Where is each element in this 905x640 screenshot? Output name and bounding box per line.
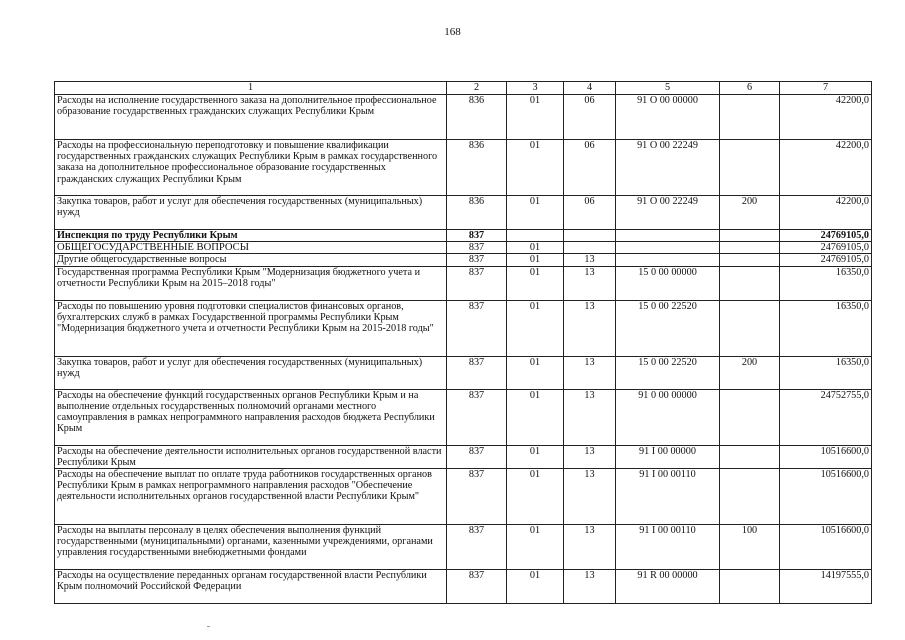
cell-chapter: 836 (447, 140, 507, 196)
table-row (55, 266, 872, 300)
cell-subsection: 06 (564, 140, 616, 196)
cell-section: 01 (507, 140, 564, 196)
table-row (55, 230, 872, 242)
cell-subsection (564, 230, 616, 242)
cell-section: 01 (507, 300, 564, 356)
cell-subsection: 13 (564, 389, 616, 445)
cell-target-article: 91 R 00 00000 (616, 570, 720, 604)
cell-name: Расходы на исполнение государственного заказа на дополнительное профессиональное образование государственных гражданских служащих Республики Крым (55, 95, 447, 140)
header-col-4: 4 (564, 82, 616, 95)
page-number: 168 (444, 26, 461, 38)
cell-chapter: 837 (447, 525, 507, 570)
cell-target-article: 91 I 00 00110 (616, 525, 720, 570)
cell-amount: 16350,0 (780, 266, 872, 300)
cell-target-article: 91 О 00 22249 (616, 196, 720, 230)
cell-expense-type (720, 95, 780, 140)
cell-expense-type: 200 (720, 196, 780, 230)
cell-chapter: 837 (447, 570, 507, 604)
cell-name: Расходы на осуществление переданных органам государственной власти Республики Крым полномочий Российской Федерации (55, 570, 447, 604)
cell-amount: 10516600,0 (780, 525, 872, 570)
cell-amount: 16350,0 (780, 300, 872, 356)
table-row (55, 570, 872, 604)
header-col-6: 6 (720, 82, 780, 95)
cell-amount: 16350,0 (780, 356, 872, 389)
cell-target-article (616, 242, 720, 254)
cell-section: 01 (507, 525, 564, 570)
table-row (55, 196, 872, 230)
cell-amount: 24769105,0 (780, 230, 872, 242)
cell-target-article: 15 0 00 22520 (616, 300, 720, 356)
cell-target-article (616, 230, 720, 242)
cell-section: 01 (507, 469, 564, 525)
table-body (55, 95, 872, 604)
cell-target-article: 15 0 00 22520 (616, 356, 720, 389)
cell-section: 01 (507, 266, 564, 300)
cell-subsection: 06 (564, 95, 616, 140)
cell-subsection: 06 (564, 196, 616, 230)
cell-section: 01 (507, 445, 564, 468)
cell-amount: 10516600,0 (780, 469, 872, 525)
table-row (55, 525, 872, 570)
header-col-5: 5 (616, 82, 720, 95)
table-row (55, 254, 872, 266)
budget-table (54, 81, 872, 604)
cell-name: Расходы на обеспечение выплат по оплате труда работников государственных органов Республики Крым в рамках непрограммного направления расходов "Обеспечение деятельности исполнительных органов государственной власти Республики Крым" (55, 469, 447, 525)
cell-target-article: 91 О 00 22249 (616, 140, 720, 196)
cell-subsection: 13 (564, 266, 616, 300)
cell-name: Расходы на выплаты персоналу в целях обеспечения выполнения функций государственными (муниципальными) органами, казенными учреждениями, органами управления государственными внебюджетными фондами (55, 525, 447, 570)
cell-amount: 42200,0 (780, 140, 872, 196)
cell-subsection: 13 (564, 445, 616, 468)
table-row (55, 389, 872, 445)
cell-name: Закупка товаров, работ и услуг для обеспечения государственных (муниципальных) нужд (55, 356, 447, 389)
cell-amount: 24769105,0 (780, 254, 872, 266)
cell-chapter: 837 (447, 242, 507, 254)
cell-expense-type: 200 (720, 356, 780, 389)
cell-name: Расходы на обеспечение функций государственных органов Республики Крым и на выполнение отдельных государственных полномочий органами местного самоуправления в рамках непрограммного направления расходов бюджета Республики Крым (55, 389, 447, 445)
cell-target-article (616, 254, 720, 266)
cell-chapter: 837 (447, 300, 507, 356)
cell-subsection: 13 (564, 525, 616, 570)
header-col-1: 1 (55, 82, 447, 95)
cell-expense-type (720, 389, 780, 445)
cell-chapter: 837 (447, 469, 507, 525)
cell-section: 01 (507, 254, 564, 266)
cell-chapter: 837 (447, 389, 507, 445)
cell-chapter: 837 (447, 254, 507, 266)
cell-amount: 24752755,0 (780, 389, 872, 445)
cell-chapter: 837 (447, 356, 507, 389)
cell-amount: 24769105,0 (780, 242, 872, 254)
header-col-2: 2 (447, 82, 507, 95)
table-row (55, 242, 872, 254)
cell-chapter: 837 (447, 230, 507, 242)
cell-section: 01 (507, 389, 564, 445)
cell-name: Другие общегосударственные вопросы (55, 254, 447, 266)
cell-name: Расходы по повышению уровня подготовки специалистов финансовых органов, бухгалтерских служб в рамках Государственной программы Республики Крым "Модернизация бюджетного учета и отчетности Республики Крым на 2015-2018 годы" (55, 300, 447, 356)
table-row (55, 356, 872, 389)
table-row (55, 300, 872, 356)
cell-section: 01 (507, 356, 564, 389)
cell-target-article: 91 I 00 00000 (616, 445, 720, 468)
cell-expense-type (720, 266, 780, 300)
cell-subsection: 13 (564, 300, 616, 356)
cell-subsection: 13 (564, 254, 616, 266)
cell-expense-type (720, 242, 780, 254)
table-row (55, 95, 872, 140)
cell-name: Государственная программа Республики Крым "Модернизация бюджетного учета и отчетности Республики Крым на 2015–2018 годы" (55, 266, 447, 300)
scan-artifact (207, 626, 210, 627)
cell-target-article: 15 0 00 00000 (616, 266, 720, 300)
cell-section (507, 230, 564, 242)
cell-name: Инспекция по труду Республики Крым (55, 230, 447, 242)
cell-name: Закупка товаров, работ и услуг для обеспечения государственных (муниципальных) нужд (55, 196, 447, 230)
cell-section: 01 (507, 95, 564, 140)
cell-section: 01 (507, 196, 564, 230)
cell-expense-type (720, 570, 780, 604)
cell-chapter: 837 (447, 445, 507, 468)
cell-amount: 14197555,0 (780, 570, 872, 604)
cell-target-article: 91 0 00 00000 (616, 389, 720, 445)
cell-section: 01 (507, 242, 564, 254)
cell-expense-type (720, 230, 780, 242)
cell-chapter: 836 (447, 95, 507, 140)
cell-name: Расходы на профессиональную переподготовку и повышение квалификации государственных гражданских служащих Республики Крым в рамках государственного заказа на дополнительное профессиональное образование государственных гражданских служащих Республики Крым (55, 140, 447, 196)
cell-subsection (564, 242, 616, 254)
cell-expense-type (720, 254, 780, 266)
cell-amount: 42200,0 (780, 95, 872, 140)
cell-section: 01 (507, 570, 564, 604)
cell-expense-type (720, 469, 780, 525)
cell-amount: 42200,0 (780, 196, 872, 230)
cell-amount: 10516600,0 (780, 445, 872, 468)
table-row (55, 445, 872, 468)
cell-expense-type (720, 300, 780, 356)
cell-name: Расходы на обеспечение деятельности исполнительных органов государственной власти Республики Крым (55, 445, 447, 468)
table-row (55, 140, 872, 196)
cell-name: ОБЩЕГОСУДАРСТВЕННЫЕ ВОПРОСЫ (55, 242, 447, 254)
cell-subsection: 13 (564, 570, 616, 604)
cell-subsection: 13 (564, 356, 616, 389)
cell-chapter: 836 (447, 196, 507, 230)
cell-chapter: 837 (447, 266, 507, 300)
cell-expense-type (720, 445, 780, 468)
header-row (55, 82, 872, 95)
cell-subsection: 13 (564, 469, 616, 525)
cell-target-article: 91 О 00 00000 (616, 95, 720, 140)
cell-target-article: 91 I 00 00110 (616, 469, 720, 525)
cell-expense-type: 100 (720, 525, 780, 570)
header-col-7: 7 (780, 82, 872, 95)
cell-expense-type (720, 140, 780, 196)
table-row (55, 469, 872, 525)
header-col-3: 3 (507, 82, 564, 95)
